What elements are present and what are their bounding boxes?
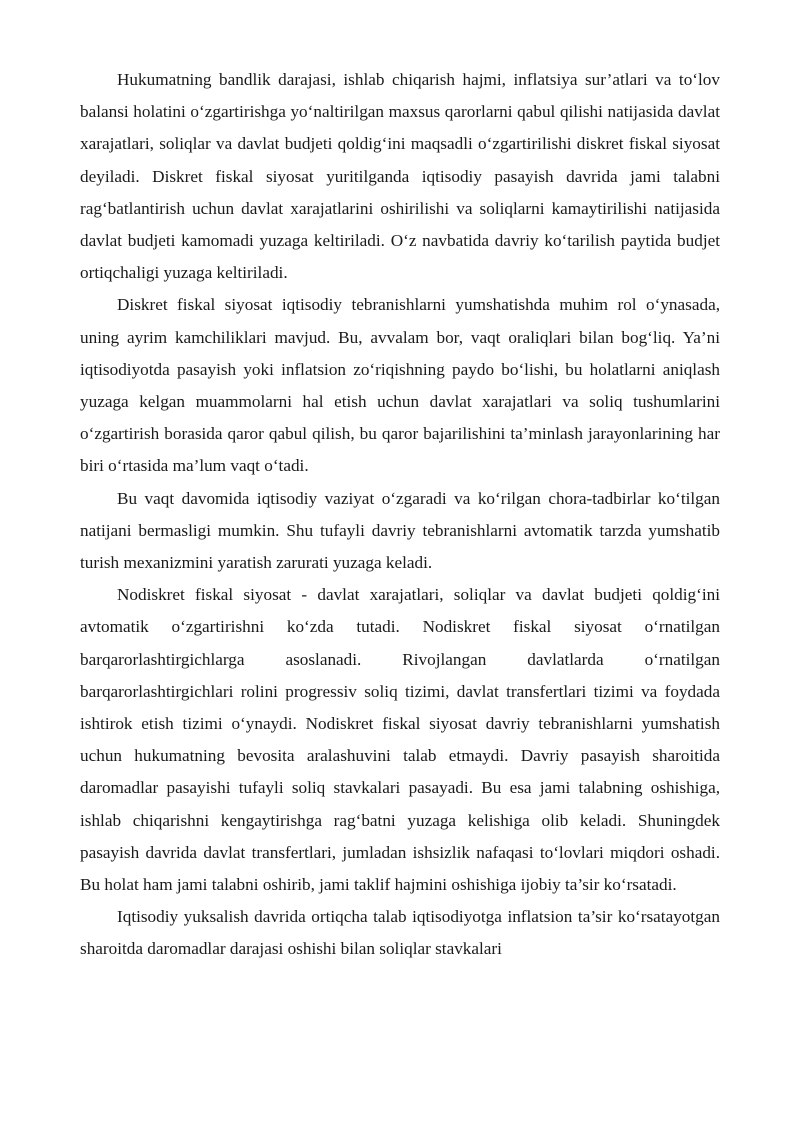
- paragraph-economic-growth: Iqtisodiy yuksalish davrida ortiqcha talab iqtisodiyotga inflatsion ta’sir ko‘rsatayotgan sharoitda daromadlar darajasi oshishi bilan soliqlar stavkalari: [80, 907, 720, 959]
- paragraph-automatic-mechanism: Bu vaqt davomida iqtisodiy vaziyat o‘zgaradi va ko‘rilgan chora-tadbirlar ko‘tilgan natijani bermasligi mumkin. Shu tufayli davriy tebranishlarni avtomatik tarzda yumshatib turish mexanizmini yaratish zarurati yuzaga keladi.: [80, 488, 720, 573]
- paragraph-nondiscrete-fiscal-policy: Nodiskret fiskal siyosat - davlat xarajatlari, soliqlar va davlat budjeti qoldig‘ini avtomatik o‘zgartirishni ko‘zda tutadi. Nodiskret fiskal siyosat o‘rnatilgan barqarorlashtirgichlarga asoslanadi. Rivojlangan davlatlarda o‘rnatilgan barqarorlashtirgichlari rolini progressiv soliq tizimi, davlat transfertlari tizimi va foydada ishtirok etish tizimi o‘ynaydi. Nodiskret fiskal siyosat davriy tebranishlarni yumshatish uchun hukumatning bevosita aralashuvini talab etmaydi. Davriy pasayish sharoitida daromadlar pasayishi tufayli soliq stavkalari pasayadi. Bu esa jami talabning oshishiga, ishlab chiqarishni kengaytirishga rag‘batni yuzaga kelishiga olib keladi. Shuningdek pasayish davrida davlat transfertlari, jumladan ishsizlik nafaqasi to‘lovlari miqdori oshadi. Bu holat ham jami talabni oshirib, jami taklif hajmini oshishiga ijobiy ta’sir ko‘rsatadi.: [80, 585, 720, 895]
- paragraph-discrete-fiscal-drawbacks: Diskret fiskal siyosat iqtisodiy tebranishlarni yumshatishda muhim rol o‘ynasada, uning ayrim kamchiliklari mavjud. Bu, avvalam bor, vaqt oraliqlari bilan bog‘liq. Ya’ni iqtisodiyotda pasayish yoki inflatsion zo‘riqishning paydo bo‘lishi, bu holatlarni aniqlash yuzaga kelgan muammolarni hal etish uchun davlat xarajatlari va soliq tushumlarini o‘zgartirish borasida qaror qabul qilish, bu qaror bajarilishini ta’minlash jarayonlarining har biri o‘rtasida ma’lum vaqt o‘tadi.: [80, 295, 720, 476]
- document-page: [80, 64, 720, 966]
- paragraph-discrete-fiscal-definition: Hukumatning bandlik darajasi, ishlab chiqarish hajmi, inflatsiya sur’atlari va to‘lov balansi holatini o‘zgartirishga yo‘naltirilgan maxsus qarorlarni qabul qilishi natijasida davlat xarajatlari, soliqlar va davlat budjeti qoldig‘ini maqsadli o‘zgartirilishi diskret fiskal siyosat deyiladi. Diskret fiskal siyosat yuritilganda iqtisodiy pasayish davrida jami talabni rag‘batlantirish uchun davlat xarajatlarini oshirilishi va soliqlarni kamaytirilishi natijasida davlat budjeti kamomadi yuzaga keltiriladi. O‘z navbatida davriy ko‘tarilish paytida budjet ortiqchaligi yuzaga keltiriladi.: [80, 70, 720, 283]
